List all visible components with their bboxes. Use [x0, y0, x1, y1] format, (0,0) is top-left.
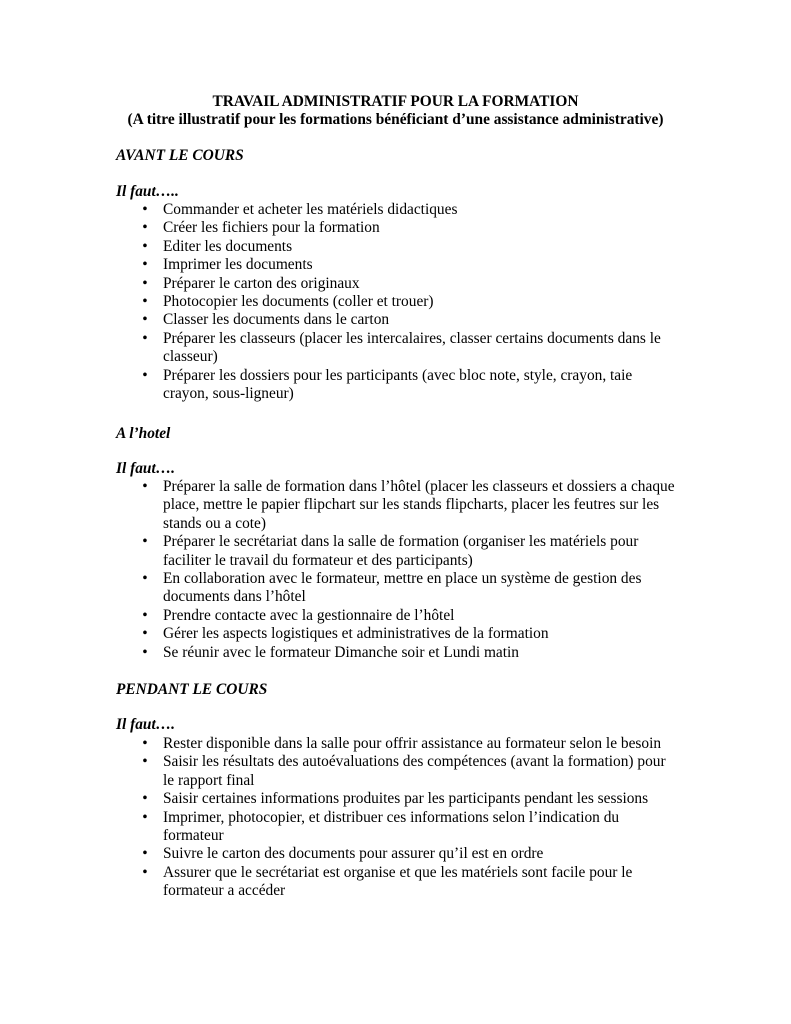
list-item-text: Préparer les classeurs (placer les intercalaires, classer certains documents dans le classeur): [163, 329, 661, 366]
list-item: [140, 607, 680, 625]
list-item-text: Suivre le carton des documents pour assurer qu’il est en ordre: [163, 845, 544, 863]
list-item: [140, 790, 680, 808]
list-item: [140, 809, 680, 846]
list-item-text: Classer les documents dans le carton: [163, 311, 390, 329]
section-heading-a-l-hotel: A l’hotel: [116, 425, 171, 442]
section-lead: Il faut….: [116, 460, 176, 477]
list-item: [140, 533, 680, 570]
list-item-text: Préparer le carton des originaux: [163, 274, 360, 292]
list-item: [140, 330, 680, 367]
list-item: [140, 753, 680, 790]
list-item-text: Imprimer, photocopier, et distribuer ces informations selon l’indication du formateur: [163, 808, 620, 845]
list-item-text: Gérer les aspects logistiques et administratives de la formation: [163, 625, 549, 643]
list-item: [140, 845, 680, 863]
task-list-avant-le-cours: [140, 201, 680, 403]
bullet-icon: •: [142, 274, 148, 292]
list-item-text: Rester disponible dans la salle pour offrir assistance au formateur selon le besoin: [163, 735, 662, 752]
list-item-text: En collaboration avec le formateur, mettre en place un système de gestion des documents dans l’hôtel: [163, 570, 642, 606]
bullet-icon: •: [142, 311, 148, 329]
list-item: [140, 367, 680, 404]
section-lead: Il faut…..: [116, 183, 179, 200]
bullet-icon: •: [142, 753, 148, 771]
list-item: [140, 293, 680, 311]
list-item: [140, 570, 680, 607]
bullet-icon: •: [142, 643, 148, 661]
document-subtitle: (A titre illustratif pour les formations bénéficiant d’une assistance administrative): [127, 111, 664, 128]
bullet-icon: •: [142, 570, 148, 588]
list-item-text: Assurer que le secrétariat est organise et que les matériels sont facile pour le formateur a accéder: [163, 863, 633, 900]
section-heading-pendant-le-cours: PENDANT LE COURS: [116, 681, 268, 698]
bullet-icon: •: [142, 735, 148, 752]
bullet-icon: •: [142, 366, 148, 384]
bullet-icon: •: [142, 863, 148, 881]
list-item: [140, 864, 680, 901]
title-block: [0, 93, 791, 129]
task-list-pendant-le-cours: [140, 735, 680, 901]
list-item-text: Editer les documents: [163, 237, 293, 255]
bullet-icon: •: [142, 533, 148, 551]
list-item: [140, 625, 680, 643]
list-item-text: Prendre contacte avec la gestionnaire de l’hôtel: [163, 606, 455, 624]
bullet-icon: •: [142, 606, 148, 624]
bullet-icon: •: [142, 625, 148, 643]
section-lead: Il faut….: [116, 716, 176, 733]
list-item-text: Préparer la salle de formation dans l’hôtel (placer les classeurs et dossiers a chaque place, mettre le papier flipchart sur les stands flipcharts, placer les feutres sur les stands ou a cote): [163, 478, 675, 532]
list-item: [140, 275, 680, 293]
list-item-text: Imprimer les documents: [163, 256, 313, 274]
list-item-text: Créer les fichiers pour la formation: [163, 219, 380, 237]
list-item-text: Se réunir avec le formateur Dimanche soir et Lundi matin: [163, 643, 519, 661]
bullet-icon: •: [142, 845, 148, 863]
bullet-icon: •: [142, 293, 148, 311]
bullet-icon: •: [142, 201, 148, 218]
list-item-text: Préparer le secrétariat dans la salle de formation (organiser les matériels pour faciliter le travail du formateur et des participants): [163, 533, 639, 569]
list-item: [140, 201, 680, 219]
section-heading-avant-le-cours: AVANT LE COURS: [116, 147, 244, 164]
list-item-text: Saisir les résultats des autoévaluations des compétences (avant la formation) pour le rapport final: [163, 753, 666, 789]
task-list-a-l-hotel: [140, 478, 680, 662]
document-title: TRAVAIL ADMINISTRATIF POUR LA FORMATION: [212, 93, 579, 110]
list-item: [140, 238, 680, 256]
list-item: [140, 256, 680, 274]
bullet-icon: •: [142, 237, 148, 255]
list-item-text: Préparer les dossiers pour les participants (avec bloc note, style, crayon, taie crayon, sous-ligneur): [163, 366, 633, 403]
list-item: [140, 311, 680, 329]
list-item-text: Commander et acheter les matériels didactiques: [163, 201, 458, 218]
list-item: [140, 735, 680, 753]
list-item-text: Photocopier les documents (coller et trouer): [163, 293, 434, 311]
bullet-icon: •: [142, 478, 148, 495]
list-item: [140, 644, 680, 662]
bullet-icon: •: [142, 808, 148, 826]
bullet-icon: •: [142, 790, 148, 808]
list-item: [140, 219, 680, 237]
list-item: [140, 478, 680, 533]
list-item-text: Saisir certaines informations produites par les participants pendant les sessions: [163, 790, 649, 808]
bullet-icon: •: [142, 329, 148, 347]
bullet-icon: •: [142, 219, 148, 237]
bullet-icon: •: [142, 256, 148, 274]
